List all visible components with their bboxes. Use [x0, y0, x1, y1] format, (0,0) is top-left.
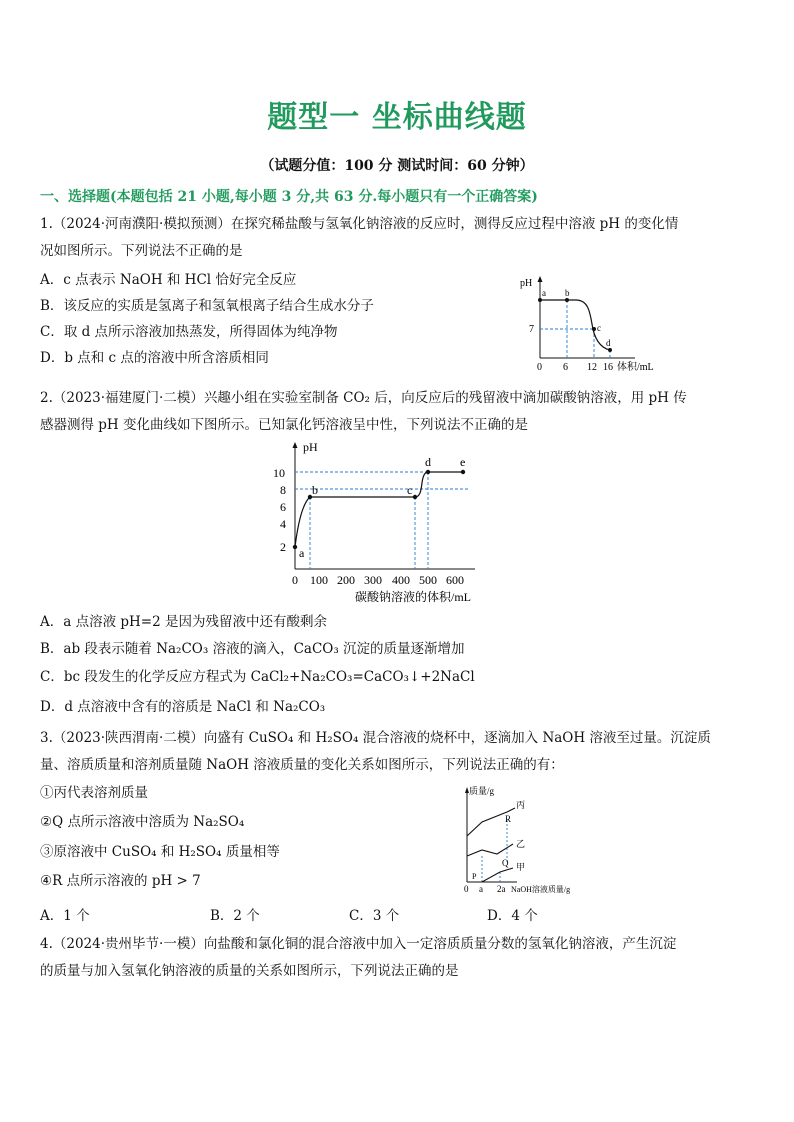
test-info: （试题分值：100 分 测试时间：60 分钟）	[260, 158, 534, 174]
q2-label-b: b	[312, 483, 318, 497]
q3-option-b: B．2 个	[210, 908, 260, 924]
q3-xlabel: NaOH溶液质量/g	[511, 885, 571, 894]
q2-xtick-0: 0	[292, 573, 298, 587]
section-heading: 一、选择题(本题包括 21 小题,每小题 3 分,共 63 分.每小题只有一个正确答案)	[40, 189, 538, 205]
q2-option-c: C．bc 段发生的化学反应方程式为 CaCl₂+Na₂CO₃=CaCO₃↓+2NaCl	[40, 669, 475, 685]
q3-label-q: Q	[502, 858, 509, 868]
q3-stem-line2: 量、溶质质量和溶剂质量随 NaOH 溶液质量的变化关系如图所示，下列说法正确的有：	[40, 757, 564, 773]
q2-option-a: A．a 点溶液 pH=2 是因为残留液中还有酸剩余	[40, 614, 327, 630]
q1-label-a: a	[542, 288, 546, 298]
q3-ylabel: 质量/g	[469, 786, 495, 796]
q2-xtick-100: 100	[310, 573, 328, 587]
q1-point-a	[538, 298, 542, 302]
q1-xlabel: 体积/mL	[617, 362, 654, 373]
q2-ph-curve	[295, 472, 463, 547]
q1-point-d	[608, 348, 612, 352]
q3-xtick-a: a	[479, 884, 483, 894]
q1-xtick-6: 6	[563, 362, 568, 373]
q2-xtick-500: 500	[419, 573, 437, 587]
q2-ytick-8: 8	[280, 483, 286, 497]
q3-label-jia: 甲	[516, 862, 526, 872]
q3-option-a: A．1 个	[40, 908, 90, 924]
q1-label-b: b	[565, 288, 570, 298]
q2-xtick-600: 600	[446, 573, 464, 587]
q2-xtick-300: 300	[364, 573, 382, 587]
page-title: 题型一 坐标曲线题	[267, 100, 527, 135]
q3-series-yi	[467, 844, 513, 856]
q2-stem-line2: 感器测得 pH 变化曲线如下图所示。已知氯化钙溶液呈中性，下列说法不正确的是	[40, 417, 528, 433]
q2-xlabel: 碳酸钠溶液的体积/mL	[355, 590, 471, 604]
q3-stem-line1: 3.（2023·陕西渭南·二模）向盛有 CuSO₄ 和 H₂SO₄ 混合溶液的烧杯中，逐滴加入 NaOH 溶液至过量。沉淀质	[40, 730, 711, 746]
q2-label-e: e	[460, 455, 466, 469]
q3-label-yi: 乙	[516, 839, 526, 849]
q3-option-c: C．3 个	[349, 908, 400, 924]
q1-point-b	[565, 298, 569, 302]
q1-label-d: d	[606, 338, 611, 348]
q1-y7-label: 7	[529, 324, 534, 335]
q3-statement-4: ④R 点所示溶液的 pH > 7	[40, 873, 201, 889]
q3-mass-chart	[455, 782, 605, 897]
q1-option-b: B．该反应的实质是氢离子和氢氧根离子结合生成水分子	[40, 298, 374, 314]
q2-ytick-2: 2	[280, 540, 286, 554]
q2-option-b: B．ab 段表示随着 Na₂CO₃ 溶液的滴入，CaCO₃ 沉淀的质量逐渐增加	[40, 641, 465, 657]
q2-ytick-4: 4	[280, 517, 286, 531]
q2-label-a: a	[299, 546, 305, 560]
q2-ph-chart	[270, 435, 530, 607]
q2-y-arrow	[293, 442, 298, 448]
q1-xtick-16: 16	[603, 362, 613, 373]
q3-label-r: R	[505, 814, 512, 824]
q1-origin-label: 0	[537, 362, 542, 373]
q3-statement-2: ②Q 点所示溶液中溶质为 Na₂SO₄	[40, 814, 245, 830]
q1-y-arrow	[538, 276, 543, 282]
q1-option-a: A．c 点表示 NaOH 和 HCl 恰好完全反应	[40, 272, 297, 288]
q2-stem-line1: 2.（2023·福建厦门·二模）兴趣小组在实验室制备 CO₂ 后，向反应后的残留液中滴加碳酸钠溶液，用 pH 传	[40, 390, 687, 406]
q4-stem-line2: 的质量与加入氢氧化钠溶液的质量的关系如图所示，下列说法正确的是	[40, 963, 459, 979]
q2-ytick-6: 6	[280, 500, 286, 514]
q1-point-c	[592, 327, 596, 331]
q2-point-c	[413, 495, 417, 499]
q1-ylabel: pH	[520, 278, 533, 289]
q1-xtick-12: 12	[587, 362, 597, 373]
q2-point-e	[461, 470, 465, 474]
q1-option-d: D．b 点和 c 点的溶液中所含溶质相同	[40, 350, 269, 366]
q3-statement-3: ③原溶液中 CuSO₄ 和 H₂SO₄ 质量相等	[40, 844, 280, 860]
q2-xtick-200: 200	[337, 573, 355, 587]
q2-option-d: D．d 点溶液中含有的溶质是 NaCl 和 Na₂CO₃	[40, 699, 326, 715]
q3-option-d: D．4 个	[487, 908, 538, 924]
q3-label-bing: 丙	[516, 800, 526, 810]
q4-stem-line1: 4.（2024·贵州毕节·一模）向盐酸和氯化铜的混合溶液中加入一定溶质质量分数的氢氧化钠溶液，产生沉淀	[40, 936, 677, 952]
q1-ph-chart	[510, 272, 670, 384]
q2-point-d	[426, 470, 430, 474]
q2-ylabel: pH	[303, 440, 318, 454]
q1-option-c: C．取 d 点所示溶液加热蒸发，所得固体为纯净物	[40, 324, 338, 340]
q3-xtick-0: 0	[464, 884, 469, 894]
q3-xtick-2a: 2a	[497, 884, 506, 894]
q2-label-c: c	[407, 483, 413, 497]
q1-stem-line1: 1.（2024·河南濮阳·模拟预测）在探究稀盐酸与氢氧化钠溶液的反应时，测得反应过程中溶液 pH 的变化情	[40, 216, 679, 232]
q2-point-a	[293, 545, 297, 549]
q3-label-p: P	[472, 872, 477, 881]
q2-xtick-400: 400	[392, 573, 410, 587]
q2-ytick-10: 10	[273, 466, 285, 480]
q3-statement-1: ①丙代表溶剂质量	[40, 785, 148, 801]
q1-label-c: c	[597, 323, 601, 333]
q2-label-d: d	[425, 455, 431, 469]
q1-stem-line2: 况如图所示。下列说法不正确的是	[40, 243, 243, 259]
